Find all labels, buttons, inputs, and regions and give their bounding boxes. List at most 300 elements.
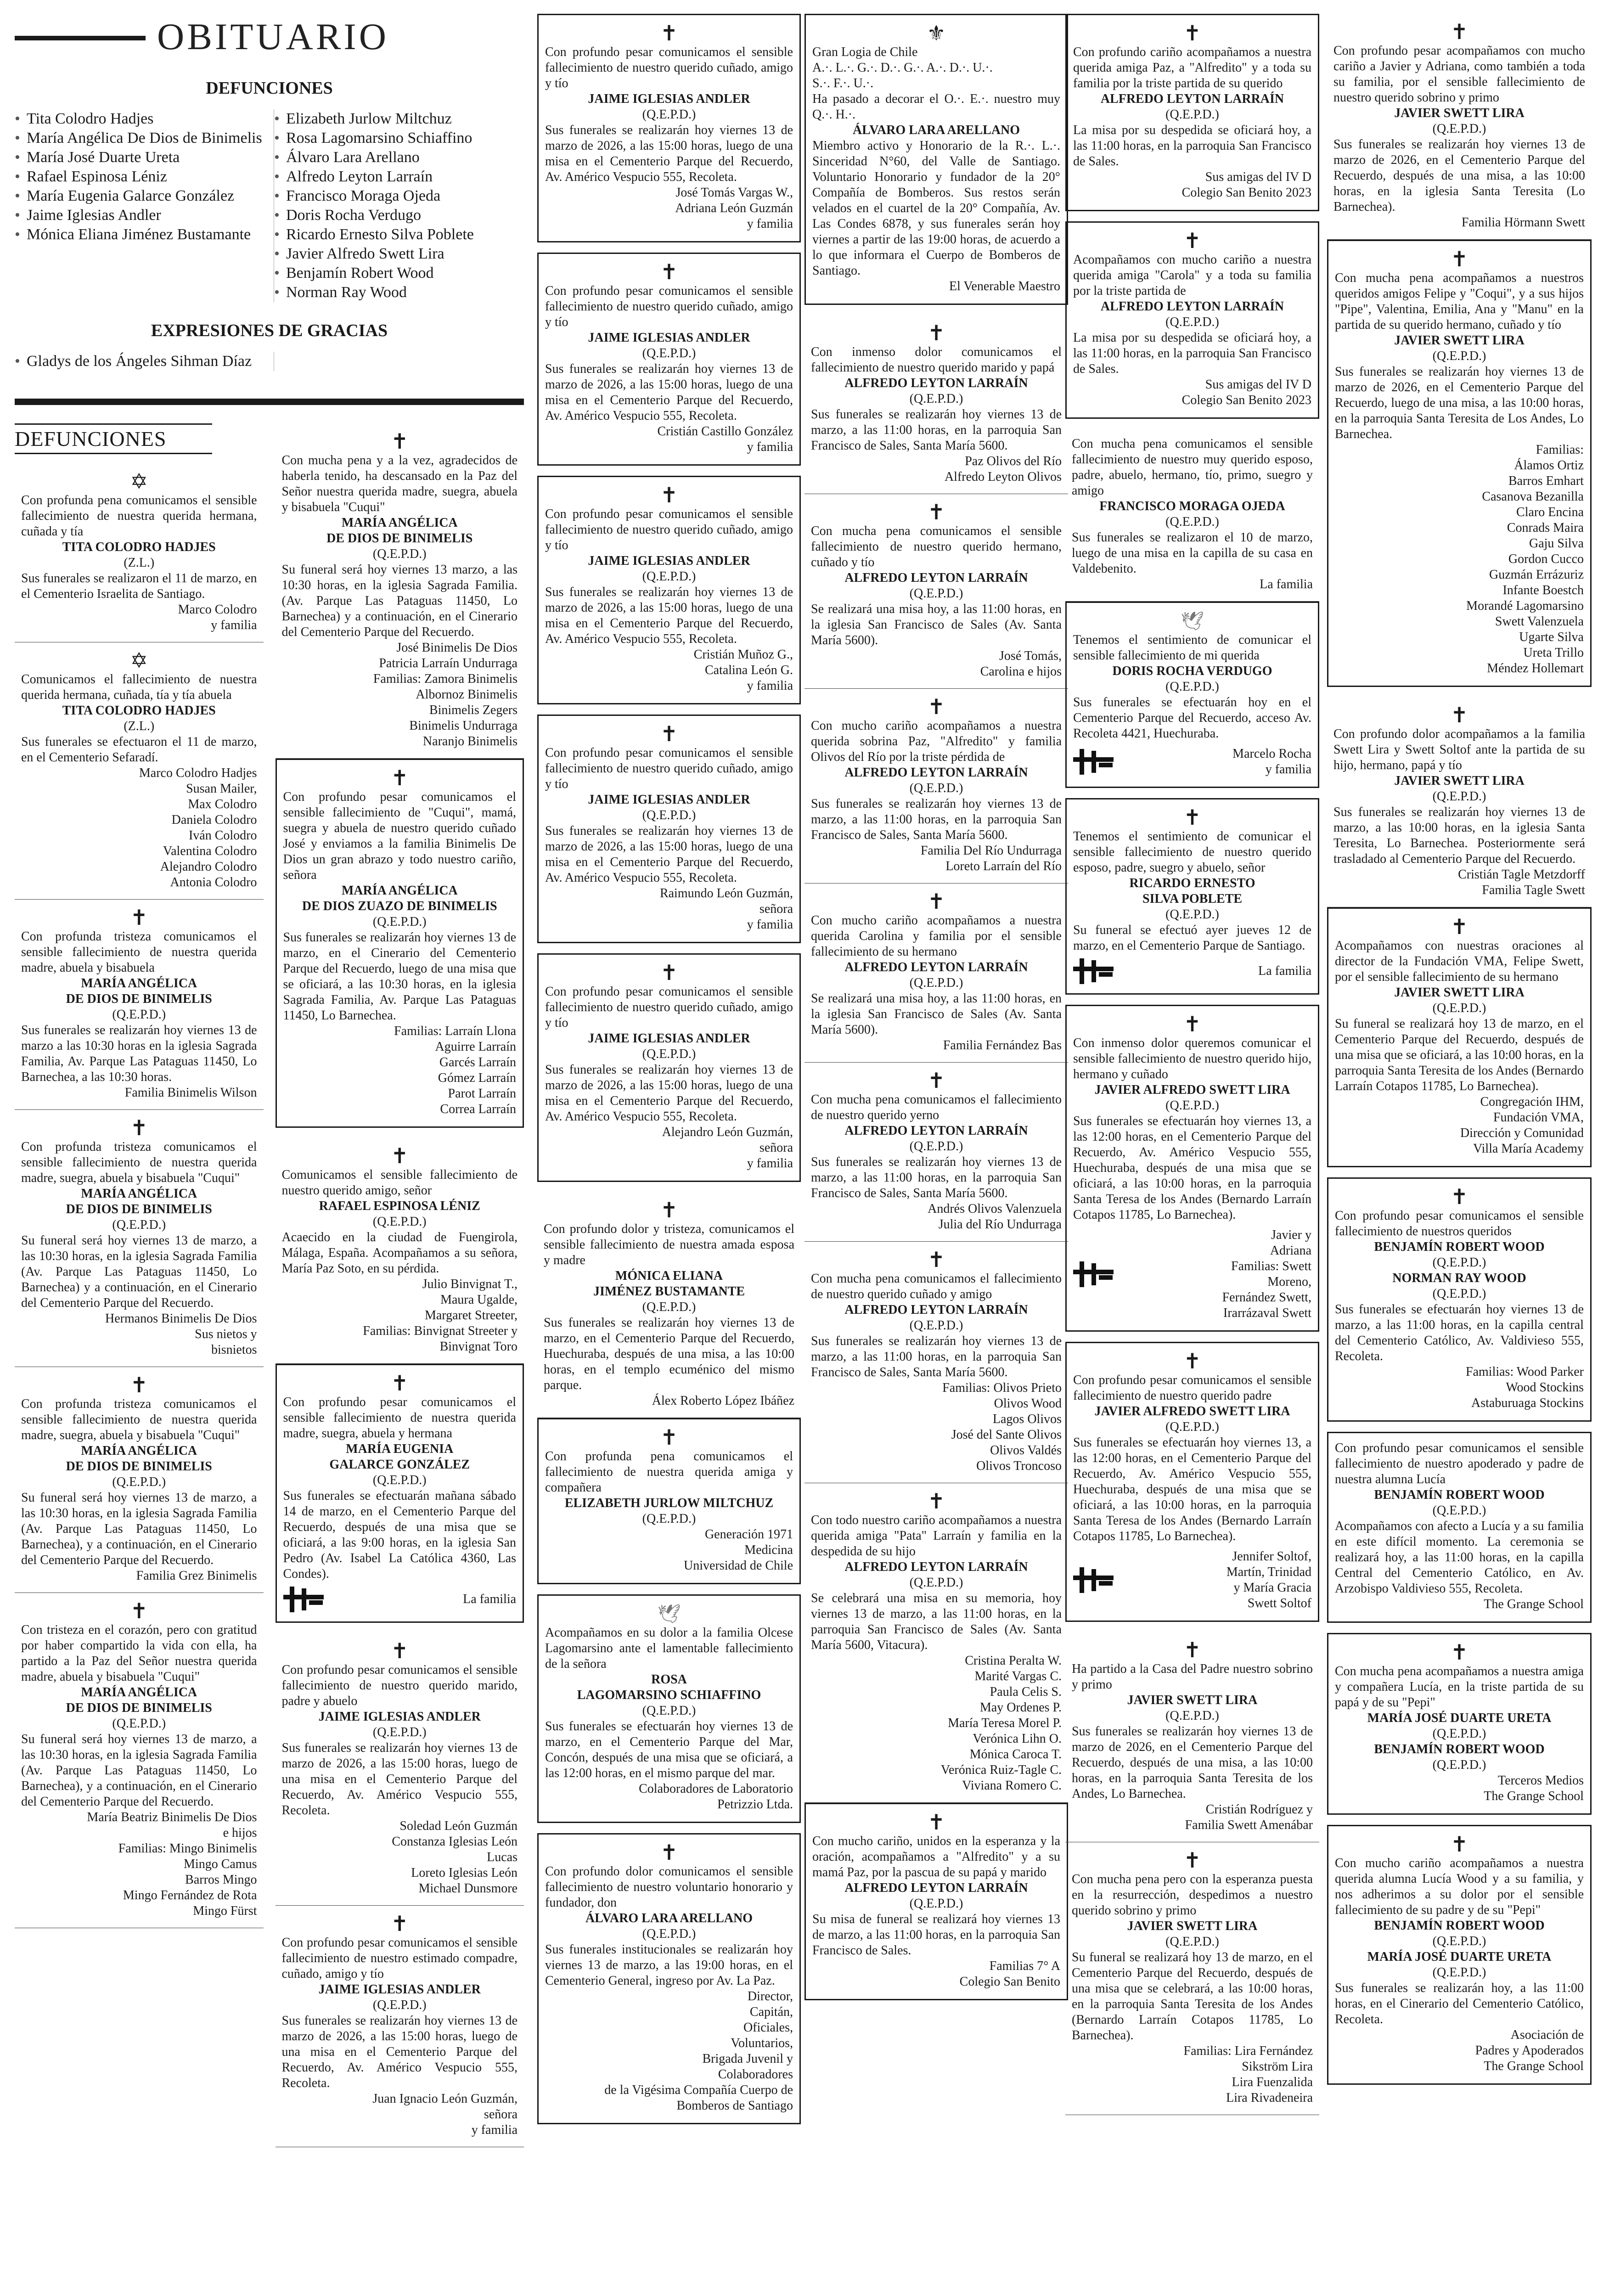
qepd-mark: (Q.E.P.D.) xyxy=(642,346,696,360)
obituary-notice xyxy=(537,14,801,242)
star-of-david-icon: ✡ xyxy=(130,470,148,493)
signature-line: Albornoz Binimelis xyxy=(416,687,518,702)
qepd-mark: (Q.E.P.D.) xyxy=(1432,1001,1486,1015)
signature-line: Asociación de xyxy=(1510,2028,1584,2042)
notice-intro-text: Acompañamos con mucho cariño a nuestra querida amiga "Carola" y a toda su familia por la triste partida de xyxy=(1073,253,1311,298)
deceased-name: DE DIOS ZUAZO DE BINIMELIS xyxy=(302,899,497,913)
index-entry: • Javier Alfredo Swett Lira xyxy=(274,244,524,264)
signature-line: Alejandro León Guzmán, xyxy=(662,1125,793,1139)
index-gracias-title: EXPRESIONES DE GRACIAS xyxy=(151,321,388,340)
cross-icon: ✝ xyxy=(1183,1638,1201,1662)
signature-line: Olivos Wood xyxy=(994,1396,1062,1411)
signature-line: The Grange School xyxy=(1484,1789,1584,1803)
deceased-name: JAIME IGLESIAS ANDLER xyxy=(588,554,750,568)
deceased-name: DE DIOS DE BINIMELIS xyxy=(66,1459,212,1474)
obituary-notice xyxy=(804,1483,1068,1803)
signature-line: Marco Colodro Hadjes xyxy=(139,766,257,780)
notice-intro-text: Con mucho cariño acompañamos a nuestra querida alumna Lucía Wood y a su familia, y nos adherimos a su dolor por el sensible fallecimiento de su padre y de su "Pepi" xyxy=(1335,1856,1584,1917)
funeral-details: Se realizará una misa hoy, a las 11:00 horas, en la iglesia San Francisco de Sales (Av. Santa María 5600). xyxy=(811,602,1062,647)
notice-signature xyxy=(545,886,793,933)
signature-line: The Grange School xyxy=(1484,2059,1584,2073)
signature-line: Correa Larraín xyxy=(440,1102,516,1116)
signature-line: y familia xyxy=(1265,762,1311,777)
notice-signature xyxy=(1119,1227,1311,1321)
notice-signature xyxy=(545,185,793,232)
qepd-mark: (Q.E.P.D.) xyxy=(372,1215,427,1229)
obituary-notice xyxy=(1327,1825,1592,2085)
obituary-notice xyxy=(1065,14,1319,211)
notice-signature xyxy=(1119,963,1311,979)
notice-signature xyxy=(545,1989,793,2114)
signature-line: Casanova Bezanilla xyxy=(1482,490,1584,504)
obituary-notice xyxy=(1065,1842,1319,2115)
obituary-notice xyxy=(804,689,1068,884)
signature-line: Méndez Hollemart xyxy=(1487,661,1584,675)
funeral-details: Sus funerales se realizarán hoy viernes 13 de marzo a las 10:30 horas en la iglesia Sagrada Familia, Av. Parque Las Pataguas 11450, Lo Barnechea, a las 10:30 horas. xyxy=(21,1023,257,1084)
obituary-notice xyxy=(804,1063,1068,1242)
deceased-name: JAIME IGLESIAS ANDLER xyxy=(588,92,750,106)
deceased-name: ALFREDO LEYTON LARRAÍN xyxy=(1100,299,1284,314)
funeral-details: Sus funerales se efectuarán hoy viernes 13, a las 12:00 horas, en el Cementerio Parque del Recuerdo, Av. Américo Vespucio 555, Huechuraba, después de una misa que se oficiará, a las 10:00 horas, en la parroquia Santa Teresa de los Andes (Bernardo Larraín Cotapos 11785, Lo Barnechea). xyxy=(1073,1435,1311,1543)
cross-icon: ✝ xyxy=(927,1811,945,1834)
obituary-notice xyxy=(1065,1632,1319,1842)
cross-icon: ✝ xyxy=(1183,1013,1201,1036)
notice-signature xyxy=(21,602,257,633)
index-entry: • Norman Ray Wood xyxy=(274,283,524,302)
signature-line: Sus nietos y xyxy=(195,1327,257,1341)
signature-line: Juan Ignacio León Guzmán, xyxy=(372,2092,518,2106)
funeral-details: Sus funerales se realizarán hoy viernes 13 de marzo de 2026, a las 15:00 horas, luego de una misa en el Cementerio Parque del Recuerdo, Av. Américo Vespucio 555, Recoleta. xyxy=(545,362,793,423)
signature-line: Olivos Valdés xyxy=(990,1443,1062,1458)
signature-line: Margaret Streeter, xyxy=(424,1308,518,1322)
qepd-mark: (Q.E.P.D.) xyxy=(1432,1727,1486,1741)
deceased-name: JAIME IGLESIAS ANDLER xyxy=(588,793,750,807)
hogar-de-cristo-logo xyxy=(1073,746,1311,777)
signature-line: Familia Tagle Swett xyxy=(1482,883,1585,897)
qepd-mark: (Q.E.P.D.) xyxy=(642,808,696,822)
signature-line: Universidad de Chile xyxy=(684,1559,793,1573)
signature-line: Binvignat Toro xyxy=(439,1339,518,1354)
signature-line: Gaju Silva xyxy=(1529,536,1584,551)
masonic-emblem-icon: ⚜ xyxy=(927,22,946,45)
obituary-notice xyxy=(804,884,1068,1063)
qepd-mark: (Q.E.P.D.) xyxy=(642,1300,696,1314)
obituary-notice xyxy=(537,1833,801,2124)
deceased-name: DE DIOS DE BINIMELIS xyxy=(66,992,212,1006)
index-entry: • Jaime Iglesias Andler xyxy=(15,206,264,225)
notice-signature xyxy=(1119,746,1311,777)
cross-icon: ✝ xyxy=(390,766,409,790)
notice-intro-text: Acompañamos con nuestras oraciones al director de la Fundación VMA, Felipe Swett, por el sensible fallecimiento de su hermano xyxy=(1335,939,1584,984)
gracias-list xyxy=(15,352,524,371)
notice-intro-text: Ha pasado a decorar el O.·. E.·. nuestro muy Q.·. H.·. xyxy=(812,92,1060,122)
funeral-details: La misa por su despedida se oficiará hoy, a las 11:00 horas, en la parroquia San Francisco de Sales. xyxy=(1073,123,1311,169)
obituary-notice xyxy=(537,1192,801,1418)
signature-line: Sus amigas del IV D xyxy=(1205,377,1311,392)
deceased-name: ALFREDO LEYTON LARRAÍN xyxy=(844,571,1028,585)
notice-intro-text: Con profundo pesar comunicamos el sensible fallecimiento de nuestra querida madre, suegra, abuela y hermana xyxy=(283,1395,516,1441)
notice-signature xyxy=(1335,1773,1584,1804)
column-5 xyxy=(1327,14,1592,2095)
signature-line: Álex Roberto López Ibáñez xyxy=(652,1394,794,1408)
qepd-mark: (Q.E.P.D.) xyxy=(372,1473,427,1487)
notice-signature xyxy=(1073,169,1311,201)
hogar-de-cristo-mark-icon xyxy=(283,1587,324,1612)
index-entry: • Francisco Moraga Ojeda xyxy=(274,186,524,206)
deceased-name: JAVIER SWETT LIRA xyxy=(1394,106,1525,120)
signature-line: Iván Colodro xyxy=(188,828,257,843)
obituary-notice xyxy=(804,14,1068,305)
signature-line: Claro Encina xyxy=(1516,505,1584,519)
signature-line: Brigada Juvenil y xyxy=(702,2052,793,2066)
obituary-notice xyxy=(1065,602,1319,788)
signature-line: Loreto Iglesias León xyxy=(411,1866,518,1880)
cross-icon: ✝ xyxy=(927,1248,945,1272)
cross-icon: ✝ xyxy=(1183,22,1201,45)
signature-line: Familias: Larraín Llona xyxy=(394,1024,516,1038)
qepd-mark: (Q.E.P.D.) xyxy=(909,1318,963,1333)
obituary-notice xyxy=(1065,221,1319,419)
notice-intro-text: Con profundo cariño acompañamos a nuestra querida amiga Paz, a "Alfredito" y a toda su familia por la triste partida de su querido xyxy=(1073,45,1311,90)
notice-signature xyxy=(282,640,518,749)
obituary-notice xyxy=(276,423,524,759)
qepd-mark: (Q.E.P.D.) xyxy=(1432,1503,1486,1518)
signature-line: Daniela Colodro xyxy=(171,813,257,827)
qepd-mark: (Q.E.P.D.) xyxy=(1432,1965,1486,1980)
signature-line: María Teresa Morel P. xyxy=(948,1716,1062,1730)
funeral-details: Sus funerales se realizaron el 11 de marzo, en el Cementerio Israelita de Santiago. xyxy=(21,571,257,601)
qepd-mark: (Q.E.P.D.) xyxy=(642,1047,696,1061)
notice-intro-text: Con profundo pesar comunicamos el sensible fallecimiento de "Cuqui", mamá, suegra y abuela de nuestro querido cuñado José y enviamos a la familia Binimelis De Dios un gran abrazo y todo nuestro cariño, señora xyxy=(283,790,516,882)
notice-signature xyxy=(21,765,257,890)
deceased-name: JAVIER SWETT LIRA xyxy=(1394,333,1525,348)
signature-line: Astaburuaga Stockins xyxy=(1471,1396,1584,1410)
deceased-name: MARÍA JOSÉ DUARTE URETA xyxy=(1367,1711,1552,1725)
qepd-mark: (Q.E.P.D.) xyxy=(909,1139,963,1154)
signature-line: La familia xyxy=(1260,577,1313,591)
signature-line: Swett Valenzuela xyxy=(1495,614,1584,629)
column-1b xyxy=(276,423,524,2147)
obituary-notice xyxy=(804,494,1068,689)
signature-line: José Tomás, xyxy=(999,649,1062,663)
qepd-mark: (Q.E.P.D.) xyxy=(1165,315,1219,329)
funeral-details: Sus funerales se realizarán hoy viernes 13 de marzo, en el Cementerio Parque del Recuerdo, Huechuraba, después de una misa, a las 10:00 horas, en el templo ecuménico del mismo parque. xyxy=(544,1316,794,1392)
cross-icon: ✝ xyxy=(390,1912,409,1936)
signature-line: Paula Celis S. xyxy=(990,1685,1062,1699)
signature-line: Barros Emhart xyxy=(1508,474,1584,488)
obituary-notice xyxy=(537,715,801,943)
hogar-de-cristo-logo xyxy=(1073,1227,1311,1321)
notice-intro-text: Con inmenso dolor comunicamos el fallecimiento de nuestro querido marido y papá xyxy=(811,345,1062,375)
index-entry: • María José Duarte Ureta xyxy=(15,148,264,167)
signature-line: Julia del Río Undurraga xyxy=(938,1217,1062,1232)
signature-line: Familias: Mingo Binimelis xyxy=(118,1841,257,1856)
section-rule xyxy=(15,399,524,405)
cross-icon: ✝ xyxy=(130,1373,148,1397)
signature-line: Verónica Lihn O. xyxy=(973,1732,1062,1746)
signature-line: Infante Boestch xyxy=(1502,583,1584,597)
notice-intro-text: Acompañamos en su dolor a la familia Olcese Lagomarsino ante el lamentable fallecimiento de la señora xyxy=(545,1626,793,1671)
signature-line: José Binimelis De Dios xyxy=(396,641,518,655)
funeral-details: Su funeral será hoy viernes 13 de marzo, a las 10:30 horas, en la iglesia Sagrada Familia (Av. Parque Las Pataguas 11450, Lo Barnechea), y a continuación, en el Cinerario del Cementerio Parque del Recuerdo. xyxy=(21,1491,257,1567)
signature-line: La familia xyxy=(1258,964,1311,978)
deceased-name: DE DIOS DE BINIMELIS xyxy=(66,1202,212,1216)
section-header: DEFUNCIONES xyxy=(15,423,212,454)
deceased-name: SILVA POBLETE xyxy=(1142,892,1243,906)
notice-intro-text: Con profunda tristeza comunicamos el sensible fallecimiento de nuestra querida madre, suegra, abuela y bisabuela "Cuqui" xyxy=(21,1397,257,1442)
signature-line: Ugarte Silva xyxy=(1519,630,1584,644)
notice-intro-text: Con profundo pesar comunicamos el sensible fallecimiento de nuestros queridos xyxy=(1335,1209,1584,1238)
cross-icon: ✝ xyxy=(660,1199,678,1222)
dove-icon: 🕊 xyxy=(1181,611,1204,631)
funeral-details: Acaecido en la ciudad de Fuengirola, Málaga, España. Acompañamos a su señora, María Paz Soto, en su pérdida. xyxy=(281,1230,518,1276)
signature-line: Jennifer Soltof, xyxy=(1232,1549,1311,1564)
notice-signature xyxy=(21,1568,257,1584)
notice-intro-text: Con profundo pesar comunicamos el sensible fallecimiento de nuestro estimado compadre, cuñado, amigo y tío xyxy=(281,1936,518,1981)
signature-line: Valentina Colodro xyxy=(163,844,257,858)
qepd-mark: (Q.E.P.D.) xyxy=(112,1475,166,1489)
obituary-notice xyxy=(1065,798,1319,995)
signature-line: Oficiales, xyxy=(743,2020,793,2035)
deceased-name: JAIME IGLESIAS ANDLER xyxy=(588,331,750,345)
qepd-mark: (Q.E.P.D.) xyxy=(1165,1098,1219,1113)
cross-icon: ✝ xyxy=(1450,20,1468,44)
obituary-notice xyxy=(276,1906,524,2147)
signature-line: Familia Hörmann Swett xyxy=(1461,215,1585,230)
signature-line: señora xyxy=(484,2107,518,2122)
signature-line: Marco Colodro xyxy=(178,602,257,617)
notice-signature xyxy=(1072,2043,1313,2106)
signature-line: José Tomás Vargas W., xyxy=(675,186,793,200)
signature-line: Familias: Binvignat Streeter y xyxy=(363,1324,518,1338)
hogar-de-cristo-logo xyxy=(283,1587,517,1612)
signature-line: Colegio San Benito 2023 xyxy=(1181,393,1311,407)
notice-intro-text: Con profundo pesar comunicamos el sensible fallecimiento de nuestro querido padre xyxy=(1073,1373,1311,1403)
qepd-mark: (Q.E.P.D.) xyxy=(642,1704,696,1718)
deceased-name: RICARDO ERNESTO xyxy=(1129,876,1255,890)
index-entry: • Mónica Eliana Jiménez Bustamante xyxy=(15,225,264,244)
obituary-notice xyxy=(276,1138,524,1364)
notice-signature xyxy=(545,1781,793,1812)
obituary-notice xyxy=(1327,240,1592,687)
hogar-de-cristo-logo xyxy=(1073,1549,1311,1611)
index-entry: • María Angélica De Dios de Binimelis xyxy=(15,129,264,148)
qepd-mark: (Q.E.P.D.) xyxy=(372,1998,427,2012)
cross-icon: ✝ xyxy=(390,1144,409,1168)
deceased-name: TITA COLODRO HADJES xyxy=(62,703,216,718)
signature-line: e hijos xyxy=(223,1826,257,1840)
notice-intro-text: Comunicamos el sensible fallecimiento de nuestro querido amigo, señor xyxy=(281,1168,518,1198)
qepd-mark: (Q.E.P.D.) xyxy=(112,1716,166,1731)
deceased-name: ÁLVARO LARA ARELLANO xyxy=(585,1911,753,1925)
funeral-details: Sus funerales se realizarán hoy viernes 13 de marzo, a las 11:00 horas, en la parroquia San Francisco de Sales, Santa María 5600. xyxy=(811,1334,1062,1379)
qepd-mark: (Q.E.P.D.) xyxy=(112,1218,166,1232)
deceased-name: GALARCE GONZÁLEZ xyxy=(329,1458,470,1472)
column-1-subgrid xyxy=(15,423,524,2147)
signature-line: Moreno, xyxy=(1267,1275,1311,1289)
signature-line: The Grange School xyxy=(1484,1597,1584,1611)
qepd-mark: (Q.E.P.D.) xyxy=(642,569,696,584)
signature-line: Raimundo León Guzmán, xyxy=(659,886,793,900)
deceased-name: ALFREDO LEYTON LARRAÍN xyxy=(844,1303,1028,1317)
signature-line: Lira Fuenzalida xyxy=(1232,2075,1313,2089)
notice-intro-text: Con mucha pena pero con la esperanza puesta en la resurrección, despedimos a nuestro querido sobrino y primo xyxy=(1072,1872,1313,1918)
notice-intro-text: Con profunda tristeza comunicamos el sensible fallecimiento de nuestra querida madre, suegra, abuela y bisabuela "Cuqui" xyxy=(21,1140,257,1185)
signature-line: Garcés Larraín xyxy=(439,1055,516,1069)
signature-line: Viviana Romero C. xyxy=(962,1778,1062,1793)
index-entry: • Rosa Lagomarsino Schiaffino xyxy=(274,129,524,148)
deceased-name: MARÍA ANGÉLICA xyxy=(81,1685,197,1699)
qepd-mark: (Q.E.P.D.) xyxy=(1432,122,1486,136)
column-1 xyxy=(15,14,524,2147)
notice-intro-text: Con profundo dolor comunicamos el sensible fallecimiento de nuestro voluntario honorario y fundador, don xyxy=(545,1864,793,1910)
funeral-details: Sus funerales se realizarán hoy viernes 13 de marzo de 2026, a las 15:00 horas, luego de una misa en el Cementerio Parque del Recuerdo, Av. Américo Vespucio 555, Recoleta. xyxy=(545,1063,793,1124)
cross-icon: ✝ xyxy=(1183,1849,1201,1872)
cross-icon: ✝ xyxy=(660,961,678,985)
notice-signature xyxy=(1335,1597,1584,1612)
signature-line: Max Colodro xyxy=(188,797,257,811)
signature-line: Adriana xyxy=(1270,1244,1311,1258)
funeral-details: Su funeral será hoy viernes 13 de marzo, a las 10:30 horas, en la iglesia Sagrada Familia (Av. Parque Las Pataguas 11450, Lo Barnechea) y a continuación, en el Cinerario del Cementerio Parque del Recuerdo. xyxy=(21,1233,257,1310)
signature-line: Barros Mingo xyxy=(185,1873,257,1887)
index-entry: • Doris Rocha Verdugo xyxy=(274,206,524,225)
funeral-details: Sus funerales se realizarán hoy viernes 13 de marzo de 2026, a las 15:00 horas, luego de una misa en el Cementerio Parque del Recuerdo, Av. Américo Vespucio 555, Recoleta. xyxy=(545,123,793,184)
notice-signature xyxy=(21,1810,257,1919)
signature-line: Padres y Apoderados xyxy=(1475,2043,1584,2058)
signature-line: y familia xyxy=(211,618,257,632)
deceased-name: JAIME IGLESIAS ANDLER xyxy=(588,1031,750,1046)
deceased-name: BENJAMÍN ROBERT WOOD xyxy=(1374,1240,1545,1254)
gracias-right xyxy=(274,352,524,371)
notice-intro-text: A.·. L.·. G.·. D.·. G.·. A.·. D.·. U.·. xyxy=(812,61,993,75)
notice-signature xyxy=(21,1311,257,1358)
deceased-name: JAIME IGLESIAS ANDLER xyxy=(318,1710,481,1724)
notice-intro-text: Tenemos el sentimiento de comunicar el sensible fallecimiento de mi querida xyxy=(1073,633,1311,663)
cross-icon: ✝ xyxy=(1450,1641,1468,1664)
funeral-details: La misa por su despedida se oficiará hoy, a las 11:00 horas, en la parroquia San Francisco de Sales. xyxy=(1073,331,1311,376)
funeral-details: Sus funerales se realizarán hoy viernes 13 de marzo de 2026, en el Cementerio Parque del Recuerdo, después de una misa, a las 10:00 horas, en la parroquia Santa Teresita de los Andes, Lo Barnechea. xyxy=(1072,1724,1313,1801)
signature-line: Verónica Ruiz-Tagle C. xyxy=(940,1763,1062,1777)
qepd-mark: (Q.E.P.D.) xyxy=(112,1007,166,1022)
signature-line: Marcelo Rocha xyxy=(1232,747,1311,761)
funeral-details: Sus funerales se realizaron el 10 de marzo, luego de una misa en la capilla de su casa en Valdebenito. xyxy=(1072,530,1313,576)
qepd-mark: (Q.E.P.D.) xyxy=(1165,1935,1219,1949)
signature-line: Gómez Larraín xyxy=(438,1071,516,1085)
signature-line: Conrads Maira xyxy=(1507,521,1584,535)
notice-intro-text: Comunicamos el fallecimiento de nuestra querida hermana, cuñada, tía y tía abuela xyxy=(21,672,257,702)
signature-line: El Venerable Maestro xyxy=(949,279,1060,293)
funeral-details: Se realizará una misa hoy, a las 11:00 horas, en la iglesia San Francisco de Sales (Av. Santa María 5600). xyxy=(811,991,1062,1037)
signature-line: Patricia Larraín Undurraga xyxy=(379,656,518,670)
signature-line: Ureta Trillo xyxy=(1523,646,1584,660)
signature-line: Dirección y Comunidad xyxy=(1460,1126,1584,1140)
funeral-details: Su funeral se realizará hoy 13 de marzo, en el Cementerio Parque del Recuerdo, después de una misa que se oficiará, a las 10:00 horas, en la parroquia Santa Teresita de los Andes (Bernardo Larraín Cotapos 11785, Lo Barnechea). xyxy=(1335,1017,1584,1093)
signature-line: Martín, Trinidad xyxy=(1226,1565,1311,1579)
qepd-mark: (Q.E.P.D.) xyxy=(1432,789,1486,804)
notice-intro-text: Ha partido a la Casa del Padre nuestro sobrino y primo xyxy=(1072,1662,1313,1692)
notice-intro-text: Con mucho cariño, unidos en la esperanza y la oración, acompañamos a "Alfredito" y a su mamá Paz, por la pascua de su papá y marido xyxy=(812,1834,1060,1880)
funeral-details: Se celebrará una misa en su memoria, hoy viernes 13 de marzo, a las 11:00 horas, en la parroquia San Francisco de Sales (Av. Santa María 5600, Vitacura). xyxy=(811,1591,1062,1652)
notice-signature xyxy=(545,1527,793,1574)
cross-icon: ✝ xyxy=(130,1116,148,1140)
index-entry: • Benjamín Robert Wood xyxy=(274,264,524,283)
index-entry: • Álvaro Lara Arellano xyxy=(274,148,524,167)
star-of-david-icon: ✡ xyxy=(130,649,148,672)
dove-icon: 🕊 xyxy=(657,1604,681,1624)
qepd-mark: (Q.E.P.D.) xyxy=(1165,907,1219,922)
signature-line: Mónica Caroca T. xyxy=(969,1747,1062,1761)
index-entry: • Elizabeth Jurlow Miltchuz xyxy=(274,109,524,129)
qepd-mark: (Z.L.) xyxy=(124,556,155,570)
notice-signature xyxy=(1333,867,1585,898)
funeral-details: Sus funerales se efectuaron el 11 de marzo, en el Cementerio Sefaradí. xyxy=(21,735,257,765)
cross-icon: ✝ xyxy=(1450,703,1468,727)
index-entry: • María Eugenia Galarce González xyxy=(15,186,264,206)
cross-icon: ✝ xyxy=(927,1069,945,1092)
signature-line: Maura Ugalde, xyxy=(440,1293,518,1307)
column-3 xyxy=(804,14,1068,2010)
deceased-name: TITA COLODRO HADJES xyxy=(62,540,216,554)
qepd-mark: (Z.L.) xyxy=(124,719,155,733)
signature-line: Familias: xyxy=(1536,443,1584,457)
notice-intro-text: Con profundo pesar comunicamos el sensible fallecimiento de nuestro apoderado y padre de nuestra alumna Lucía xyxy=(1335,1441,1584,1486)
signature-line: Soledad León Guzmán xyxy=(399,1819,518,1833)
index-entry: • Tita Colodro Hadjes xyxy=(15,109,264,129)
signature-line: Familias 7° A xyxy=(989,1959,1060,1973)
gracias-entry: • Gladys de los Ángeles Sihman Díaz xyxy=(15,352,264,371)
cross-icon: ✝ xyxy=(1450,248,1468,271)
deceased-name: BENJAMÍN ROBERT WOOD xyxy=(1374,1488,1545,1502)
signature-line: Familia Fernández Bas xyxy=(943,1038,1062,1052)
signature-line: Cristián Castillo González xyxy=(657,424,793,439)
signature-line: Julio Binvignat T., xyxy=(422,1277,518,1291)
signature-line: Catalina León G. xyxy=(704,663,793,677)
notice-signature xyxy=(545,424,793,455)
notice-intro-text: Con mucha pena comunicamos el fallecimiento de nuestro querido cuñado y amigo xyxy=(811,1272,1062,1301)
funeral-details: Su funeral se realizará hoy 13 de marzo, en el Cementerio Parque del Recuerdo, después de una misa que se celebrará, a las 10:00 horas, en la parroquia Santa Teresita de los Andes (Bernardo Larraín Cotapos 11785, Lo Barnechea). xyxy=(1072,1950,1313,2043)
qepd-mark: (Q.E.P.D.) xyxy=(1165,1709,1219,1723)
notice-intro-text: Con profunda tristeza comunicamos el sensible fallecimiento de nuestra querida madre, abuela y bisabuela xyxy=(21,929,257,975)
signature-line: Marité Vargas C. xyxy=(974,1669,1062,1683)
signature-line: Villa María Academy xyxy=(1473,1142,1584,1156)
obituary-notice xyxy=(1327,1177,1592,1422)
signature-line: Familia Swett Amenábar xyxy=(1185,1818,1313,1832)
signature-line: Cristián Tagle Metzdorff xyxy=(1458,867,1585,882)
signature-line: Naranjo Binimelis xyxy=(422,734,518,748)
notice-signature xyxy=(1119,1549,1311,1611)
funeral-details: Sus funerales se realizarán hoy viernes 13 de marzo de 2026, a las 15:00 horas, luego de una misa en el Cementerio Parque del Recuerdo, Av. Américo Vespucio 555, Recoleta. xyxy=(281,2014,518,2090)
notice-intro-text: Con mucha pena acompañamos a nuestros queridos amigos Felipe y "Coqui", y a sus hijos "Pipe", Valentina, Emilia, Ana y "Manu" en la partida de su querido hermano, cuñado y tío xyxy=(1335,271,1584,332)
funeral-details: Sus funerales se realizarán hoy, a las 11:00 horas, en el Cinerario del Cementerio Católico, Recoleta. xyxy=(1335,1981,1584,2026)
notice-signature xyxy=(21,1085,257,1101)
cross-icon: ✝ xyxy=(130,906,148,929)
qepd-mark: (Q.E.P.D.) xyxy=(909,586,963,601)
hogar-de-cristo-mark-icon xyxy=(1073,958,1114,984)
notice-intro-text: Con mucha pena y a la vez, agradecidos de haberla tenido, ha descansado en la Paz del Señor nuestra querida madre, suegra, abuela y bisabuela "Cuqui" xyxy=(281,453,518,514)
masthead-title: OBITUARIO xyxy=(15,14,524,60)
signature-line: Carolina e hijos xyxy=(980,664,1062,679)
signature-line: Lagos Olivos xyxy=(992,1412,1062,1426)
index-entry: • Ricardo Ernesto Silva Poblete xyxy=(274,225,524,244)
qepd-mark: (Q.E.P.D.) xyxy=(1165,515,1219,529)
obituary-notice xyxy=(537,476,801,704)
qepd-mark: (Q.E.P.D.) xyxy=(372,1725,427,1739)
qepd-mark: (Q.E.P.D.) xyxy=(642,1512,696,1526)
cross-icon: ✝ xyxy=(927,321,945,345)
signature-line: Binimelis Zegers xyxy=(429,703,518,717)
funeral-details: Acompañamos con afecto a Lucía y a su familia en este difícil momento. La ceremonia se realizará hoy, a las 11:00 horas, en la capilla Central del Cementerio Católico, en Av. Arzobispo Valdivieso 555, Recoleta. xyxy=(1335,1519,1584,1596)
signature-line: Paz Olivos del Río xyxy=(965,454,1062,468)
